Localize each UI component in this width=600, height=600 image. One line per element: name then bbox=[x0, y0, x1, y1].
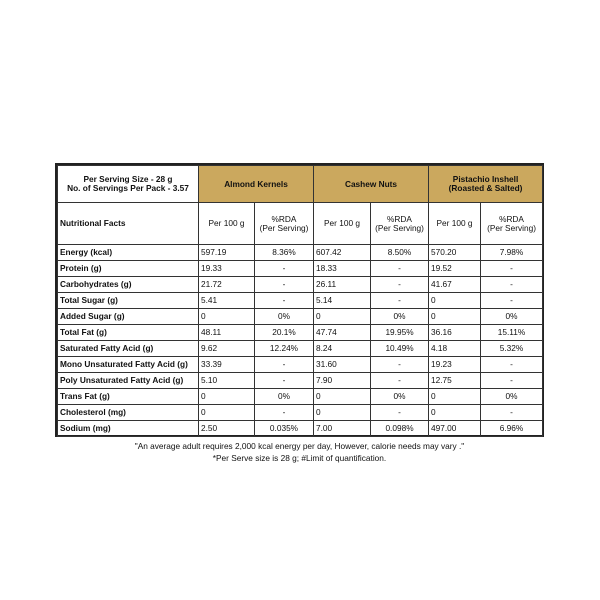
per-100g-value: 7.90 bbox=[314, 373, 371, 389]
per-100g-value: 18.33 bbox=[314, 261, 371, 277]
per-100g-value: 0 bbox=[429, 405, 481, 421]
table-row bbox=[58, 293, 543, 309]
per-100g-value: 8.24 bbox=[314, 341, 371, 357]
rda-value: 8.36% bbox=[255, 245, 314, 261]
product-name: Almond Kernels bbox=[224, 178, 288, 189]
footer-notes bbox=[57, 437, 542, 464]
per-100g-value: 31.60 bbox=[314, 357, 371, 373]
per-100g-value: 597.19 bbox=[199, 245, 255, 261]
rda-value: - bbox=[255, 261, 314, 277]
rda-value: - bbox=[481, 405, 543, 421]
per-100g-value: 2.50 bbox=[199, 421, 255, 437]
rda-value: - bbox=[255, 277, 314, 293]
per-100g-value: 9.62 bbox=[199, 341, 255, 357]
table-row bbox=[58, 357, 543, 373]
rda-value: - bbox=[481, 357, 543, 373]
rda-value: 0% bbox=[255, 309, 314, 325]
nutrition-facts-card bbox=[55, 163, 544, 464]
rda-value: 0% bbox=[481, 389, 543, 405]
per-100g-value: 0 bbox=[314, 309, 371, 325]
product-name: Pistachio Inshell bbox=[452, 174, 519, 185]
rda-value: 19.95% bbox=[371, 325, 429, 341]
servings-per-pack-text: No. of Servings Per Pack - 3.57 bbox=[67, 183, 189, 193]
rda-value: - bbox=[255, 357, 314, 373]
table-row bbox=[58, 341, 543, 357]
rda-value: 0% bbox=[371, 309, 429, 325]
nutrient-label: Added Sugar (g) bbox=[58, 309, 199, 325]
product-name: Cashew Nuts bbox=[344, 178, 398, 189]
energy-disclaimer: "An average adult requires 2,000 kcal energy per day, However, calorie needs may vary ." bbox=[134, 441, 465, 451]
rda-header-line: (Per Serving) bbox=[375, 222, 424, 233]
product-header-almond bbox=[199, 166, 314, 203]
per-100g-value: 570.20 bbox=[429, 245, 481, 261]
per-100g-value: 0 bbox=[429, 293, 481, 309]
per-100g-value: 48.11 bbox=[199, 325, 255, 341]
rda-header-line: (Per Serving) bbox=[487, 222, 536, 233]
table-row bbox=[58, 405, 543, 421]
rda-value: 0% bbox=[371, 389, 429, 405]
rda-header bbox=[481, 203, 543, 245]
table-row bbox=[58, 245, 543, 261]
per-100g-value: 21.72 bbox=[199, 277, 255, 293]
rda-header-line: %RDA bbox=[271, 213, 297, 224]
rda-value: 7.98% bbox=[481, 245, 543, 261]
nutritional-facts-header: Nutritional Facts bbox=[58, 203, 199, 245]
per-100g-header: Per 100 g bbox=[429, 203, 481, 245]
rda-value: 6.96% bbox=[481, 421, 543, 437]
rda-header bbox=[371, 203, 429, 245]
per-100g-value: 5.10 bbox=[199, 373, 255, 389]
table-row bbox=[58, 373, 543, 389]
rda-value: 20.1% bbox=[255, 325, 314, 341]
rda-header-line: (Per Serving) bbox=[259, 222, 309, 233]
product-header-pistachio bbox=[429, 166, 543, 203]
nutrient-label: Total Sugar (g) bbox=[58, 293, 199, 309]
nutrient-label: Protein (g) bbox=[58, 261, 199, 277]
per-100g-value: 0 bbox=[314, 405, 371, 421]
product-name-note: (Roasted & Salted) bbox=[448, 183, 523, 193]
rda-value: - bbox=[481, 277, 543, 293]
rda-value: 8.50% bbox=[371, 245, 429, 261]
per-100g-value: 607.42 bbox=[314, 245, 371, 261]
serve-size-note: *Per Serve size is 28 g; #Limit of quantification. bbox=[212, 453, 387, 464]
nutrient-label: Cholesterol (mg) bbox=[58, 405, 199, 421]
table-row bbox=[58, 389, 543, 405]
rda-value: 0% bbox=[255, 389, 314, 405]
nutrient-label: Mono Unsaturated Fatty Acid (g) bbox=[58, 357, 199, 373]
serving-info-cell bbox=[58, 166, 199, 203]
per-100g-value: 0 bbox=[199, 389, 255, 405]
rda-value: - bbox=[371, 357, 429, 373]
rda-value: 10.49% bbox=[371, 341, 429, 357]
per-100g-value: 5.41 bbox=[199, 293, 255, 309]
rda-value: 0.035% bbox=[255, 421, 314, 437]
rda-value: - bbox=[255, 293, 314, 309]
per-100g-value: 0 bbox=[314, 389, 371, 405]
rda-value: - bbox=[481, 261, 543, 277]
per-100g-value: 5.14 bbox=[314, 293, 371, 309]
nutrient-rows bbox=[58, 245, 543, 437]
per-100g-value: 0 bbox=[199, 309, 255, 325]
per-100g-value: 0 bbox=[429, 389, 481, 405]
rda-value: - bbox=[371, 373, 429, 389]
nutrient-label: Saturated Fatty Acid (g) bbox=[58, 341, 199, 357]
per-100g-value: 19.52 bbox=[429, 261, 481, 277]
rda-value: 0% bbox=[481, 309, 543, 325]
rda-value: - bbox=[255, 405, 314, 421]
nutrition-table bbox=[57, 165, 543, 437]
per-100g-value: 0 bbox=[199, 405, 255, 421]
rda-value: - bbox=[255, 373, 314, 389]
nutrient-label: Sodium (mg) bbox=[58, 421, 199, 437]
rda-value: 5.32% bbox=[481, 341, 543, 357]
per-100g-value: 19.23 bbox=[429, 357, 481, 373]
rda-value: 0.098% bbox=[371, 421, 429, 437]
rda-value: - bbox=[371, 277, 429, 293]
per-100g-value: 33.39 bbox=[199, 357, 255, 373]
product-header-cashew bbox=[314, 166, 429, 203]
per-100g-header: Per 100 g bbox=[314, 203, 371, 245]
per-100g-value: 4.18 bbox=[429, 341, 481, 357]
column-header-row bbox=[58, 203, 543, 245]
per-100g-value: 41.67 bbox=[429, 277, 481, 293]
nutrient-label: Carbohydrates (g) bbox=[58, 277, 199, 293]
per-100g-value: 26.11 bbox=[314, 277, 371, 293]
per-100g-header: Per 100 g bbox=[199, 203, 255, 245]
table-row bbox=[58, 277, 543, 293]
rda-header bbox=[255, 203, 314, 245]
rda-value: - bbox=[371, 261, 429, 277]
nutrient-label: Energy (kcal) bbox=[58, 245, 199, 261]
nutrient-label: Trans Fat (g) bbox=[58, 389, 199, 405]
table-row bbox=[58, 325, 543, 341]
per-100g-value: 12.75 bbox=[429, 373, 481, 389]
nutrient-label: Poly Unsaturated Fatty Acid (g) bbox=[58, 373, 199, 389]
table-row bbox=[58, 309, 543, 325]
serving-size-text: Per Serving Size - 28 g bbox=[83, 174, 173, 185]
per-100g-value: 47.74 bbox=[314, 325, 371, 341]
per-100g-value: 497.00 bbox=[429, 421, 481, 437]
per-100g-value: 36.16 bbox=[429, 325, 481, 341]
nutrient-label: Total Fat (g) bbox=[58, 325, 199, 341]
table-row bbox=[58, 421, 543, 437]
rda-value: - bbox=[481, 293, 543, 309]
rda-value: - bbox=[371, 293, 429, 309]
rda-value: - bbox=[481, 373, 543, 389]
per-100g-value: 19.33 bbox=[199, 261, 255, 277]
table-row bbox=[58, 261, 543, 277]
rda-value: 15.11% bbox=[481, 325, 543, 341]
per-100g-value: 7.00 bbox=[314, 421, 371, 437]
rda-value: - bbox=[371, 405, 429, 421]
rda-header-line: %RDA bbox=[499, 213, 524, 224]
rda-value: 12.24% bbox=[255, 341, 314, 357]
rda-header-line: %RDA bbox=[387, 213, 412, 224]
product-header-row bbox=[58, 166, 543, 203]
per-100g-value: 0 bbox=[429, 309, 481, 325]
